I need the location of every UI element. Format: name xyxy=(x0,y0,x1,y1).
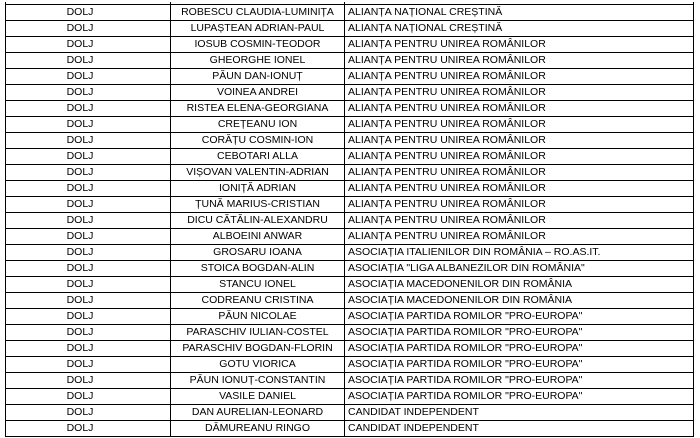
table-row xyxy=(6,37,694,53)
table-row xyxy=(6,373,694,389)
party-cell: ASOCIAȚIA PARTIDA ROMILOR "PRO-EUROPA" xyxy=(345,389,694,405)
table-row xyxy=(6,341,694,357)
party-cell: ALIANȚA PENTRU UNIREA ROMÂNILOR xyxy=(345,165,694,181)
county-cell: DOLJ xyxy=(6,389,171,405)
table-row xyxy=(6,5,694,21)
party-cell: ASOCIAȚIA ITALIENILOR DIN ROMÂNIA – RO.AS.IT. xyxy=(345,245,694,261)
name-cell: GROSARU IOANA xyxy=(171,245,345,261)
party-cell: CANDIDAT INDEPENDENT xyxy=(345,421,694,437)
table-row xyxy=(6,421,694,437)
county-cell: DOLJ xyxy=(6,341,171,357)
party-cell: ALIANȚA PENTRU UNIREA ROMÂNILOR xyxy=(345,229,694,245)
county-cell: DOLJ xyxy=(6,373,171,389)
table-row xyxy=(6,325,694,341)
county-cell: DOLJ xyxy=(6,149,171,165)
county-cell: DOLJ xyxy=(6,53,171,69)
name-cell: CREȚEANU ION xyxy=(171,117,345,133)
table-row xyxy=(6,181,694,197)
county-cell: DOLJ xyxy=(6,37,171,53)
party-cell: ALIANȚA NAȚIONAL CREȘTINĂ xyxy=(345,5,694,21)
table-row xyxy=(6,405,694,421)
name-cell: LUPAȘTEAN ADRIAN-PAUL xyxy=(171,21,345,37)
name-cell: STANCU IONEL xyxy=(171,277,345,293)
county-cell: DOLJ xyxy=(6,405,171,421)
county-cell: DOLJ xyxy=(6,117,171,133)
table-row xyxy=(6,309,694,325)
party-cell: ASOCIAȚIA "LIGA ALBANEZILOR DIN ROMÂNIA" xyxy=(345,261,694,277)
table-row xyxy=(6,197,694,213)
county-cell: DOLJ xyxy=(6,277,171,293)
county-cell: DOLJ xyxy=(6,325,171,341)
table-row xyxy=(6,277,694,293)
table-row xyxy=(6,53,694,69)
county-cell: DOLJ xyxy=(6,421,171,437)
party-cell: ASOCIAȚIA MACEDONENILOR DIN ROMÂNIA xyxy=(345,293,694,309)
party-cell: ALIANȚA PENTRU UNIREA ROMÂNILOR xyxy=(345,197,694,213)
table-row xyxy=(6,357,694,373)
party-cell: ASOCIAȚIA PARTIDA ROMILOR "PRO-EUROPA" xyxy=(345,309,694,325)
name-cell: GOTU VIORICA xyxy=(171,357,345,373)
name-cell: CORĂȚU COSMIN-ION xyxy=(171,133,345,149)
table-row xyxy=(6,261,694,277)
table-row xyxy=(6,293,694,309)
name-cell: VOINEA ANDREI xyxy=(171,85,345,101)
party-cell: ALIANȚA PENTRU UNIREA ROMÂNILOR xyxy=(345,181,694,197)
name-cell: PĂUN DAN-IONUȚ xyxy=(171,69,345,85)
party-cell: ALIANȚA PENTRU UNIREA ROMÂNILOR xyxy=(345,85,694,101)
county-cell: DOLJ xyxy=(6,197,171,213)
party-cell: ALIANȚA PENTRU UNIREA ROMÂNILOR xyxy=(345,149,694,165)
name-cell: DAN AURELIAN-LEONARD xyxy=(171,405,345,421)
county-cell: DOLJ xyxy=(6,101,171,117)
name-cell: ȚUNĂ MARIUS-CRISTIAN xyxy=(171,197,345,213)
name-cell: PĂUN NICOLAE xyxy=(171,309,345,325)
name-cell: ROBESCU CLAUDIA-LUMINIȚA xyxy=(171,5,345,21)
party-cell: ASOCIAȚIA PARTIDA ROMILOR "PRO-EUROPA" xyxy=(345,325,694,341)
party-cell: ALIANȚA PENTRU UNIREA ROMÂNILOR xyxy=(345,101,694,117)
name-cell: STOICA BOGDAN-ALIN xyxy=(171,261,345,277)
party-cell: ALIANȚA PENTRU UNIREA ROMÂNILOR xyxy=(345,53,694,69)
table-row xyxy=(6,85,694,101)
county-cell: DOLJ xyxy=(6,5,171,21)
county-cell: DOLJ xyxy=(6,85,171,101)
party-cell: ALIANȚA PENTRU UNIREA ROMÂNILOR xyxy=(345,69,694,85)
party-cell: ASOCIAȚIA PARTIDA ROMILOR "PRO-EUROPA" xyxy=(345,373,694,389)
county-cell: DOLJ xyxy=(6,357,171,373)
table-row xyxy=(6,21,694,37)
party-cell: ASOCIAȚIA PARTIDA ROMILOR "PRO-EUROPA" xyxy=(345,341,694,357)
name-cell: DĂMUREANU RINGO xyxy=(171,421,345,437)
county-cell: DOLJ xyxy=(6,229,171,245)
name-cell: DICU CĂTĂLIN-ALEXANDRU xyxy=(171,213,345,229)
name-cell: VASILE DANIEL xyxy=(171,389,345,405)
party-cell: ALIANȚA PENTRU UNIREA ROMÂNILOR xyxy=(345,37,694,53)
county-cell: DOLJ xyxy=(6,181,171,197)
table-row xyxy=(6,229,694,245)
table-row xyxy=(6,149,694,165)
name-cell: RISTEA ELENA-GEORGIANA xyxy=(171,101,345,117)
party-cell: ALIANȚA PENTRU UNIREA ROMÂNILOR xyxy=(345,213,694,229)
table-row xyxy=(6,389,694,405)
name-cell: CODREANU CRISTINA xyxy=(171,293,345,309)
name-cell: PARASCHIV IULIAN-COSTEL xyxy=(171,325,345,341)
table-row xyxy=(6,165,694,181)
party-cell: ALIANȚA PENTRU UNIREA ROMÂNILOR xyxy=(345,133,694,149)
table-row xyxy=(6,69,694,85)
party-cell: ALIANȚA PENTRU UNIREA ROMÂNILOR xyxy=(345,117,694,133)
candidates-table xyxy=(5,2,694,437)
table-row xyxy=(6,245,694,261)
name-cell: PARASCHIV BOGDAN-FLORIN xyxy=(171,341,345,357)
county-cell: DOLJ xyxy=(6,165,171,181)
name-cell: GHEORGHE IONEL xyxy=(171,53,345,69)
name-cell: CEBOTARI ALLA xyxy=(171,149,345,165)
county-cell: DOLJ xyxy=(6,69,171,85)
name-cell: IOSUB COSMIN-TEODOR xyxy=(171,37,345,53)
party-cell: CANDIDAT INDEPENDENT xyxy=(345,405,694,421)
table-row xyxy=(6,117,694,133)
name-cell: PĂUN IONUȚ-CONSTANTIN xyxy=(171,373,345,389)
county-cell: DOLJ xyxy=(6,133,171,149)
county-cell: DOLJ xyxy=(6,213,171,229)
name-cell: VIȘOVAN VALENTIN-ADRIAN xyxy=(171,165,345,181)
candidates-table-body xyxy=(6,2,694,437)
party-cell: ALIANȚA NAȚIONAL CREȘTINĂ xyxy=(345,21,694,37)
county-cell: DOLJ xyxy=(6,21,171,37)
party-cell: ASOCIAȚIA PARTIDA ROMILOR "PRO-EUROPA" xyxy=(345,357,694,373)
name-cell: IONIȚĂ ADRIAN xyxy=(171,181,345,197)
county-cell: DOLJ xyxy=(6,261,171,277)
county-cell: DOLJ xyxy=(6,309,171,325)
name-cell: ALBOEINI ANWAR xyxy=(171,229,345,245)
table-row xyxy=(6,213,694,229)
county-cell: DOLJ xyxy=(6,293,171,309)
party-cell: ASOCIAȚIA MACEDONENILOR DIN ROMÂNIA xyxy=(345,277,694,293)
table-row xyxy=(6,133,694,149)
table-row xyxy=(6,101,694,117)
county-cell: DOLJ xyxy=(6,245,171,261)
